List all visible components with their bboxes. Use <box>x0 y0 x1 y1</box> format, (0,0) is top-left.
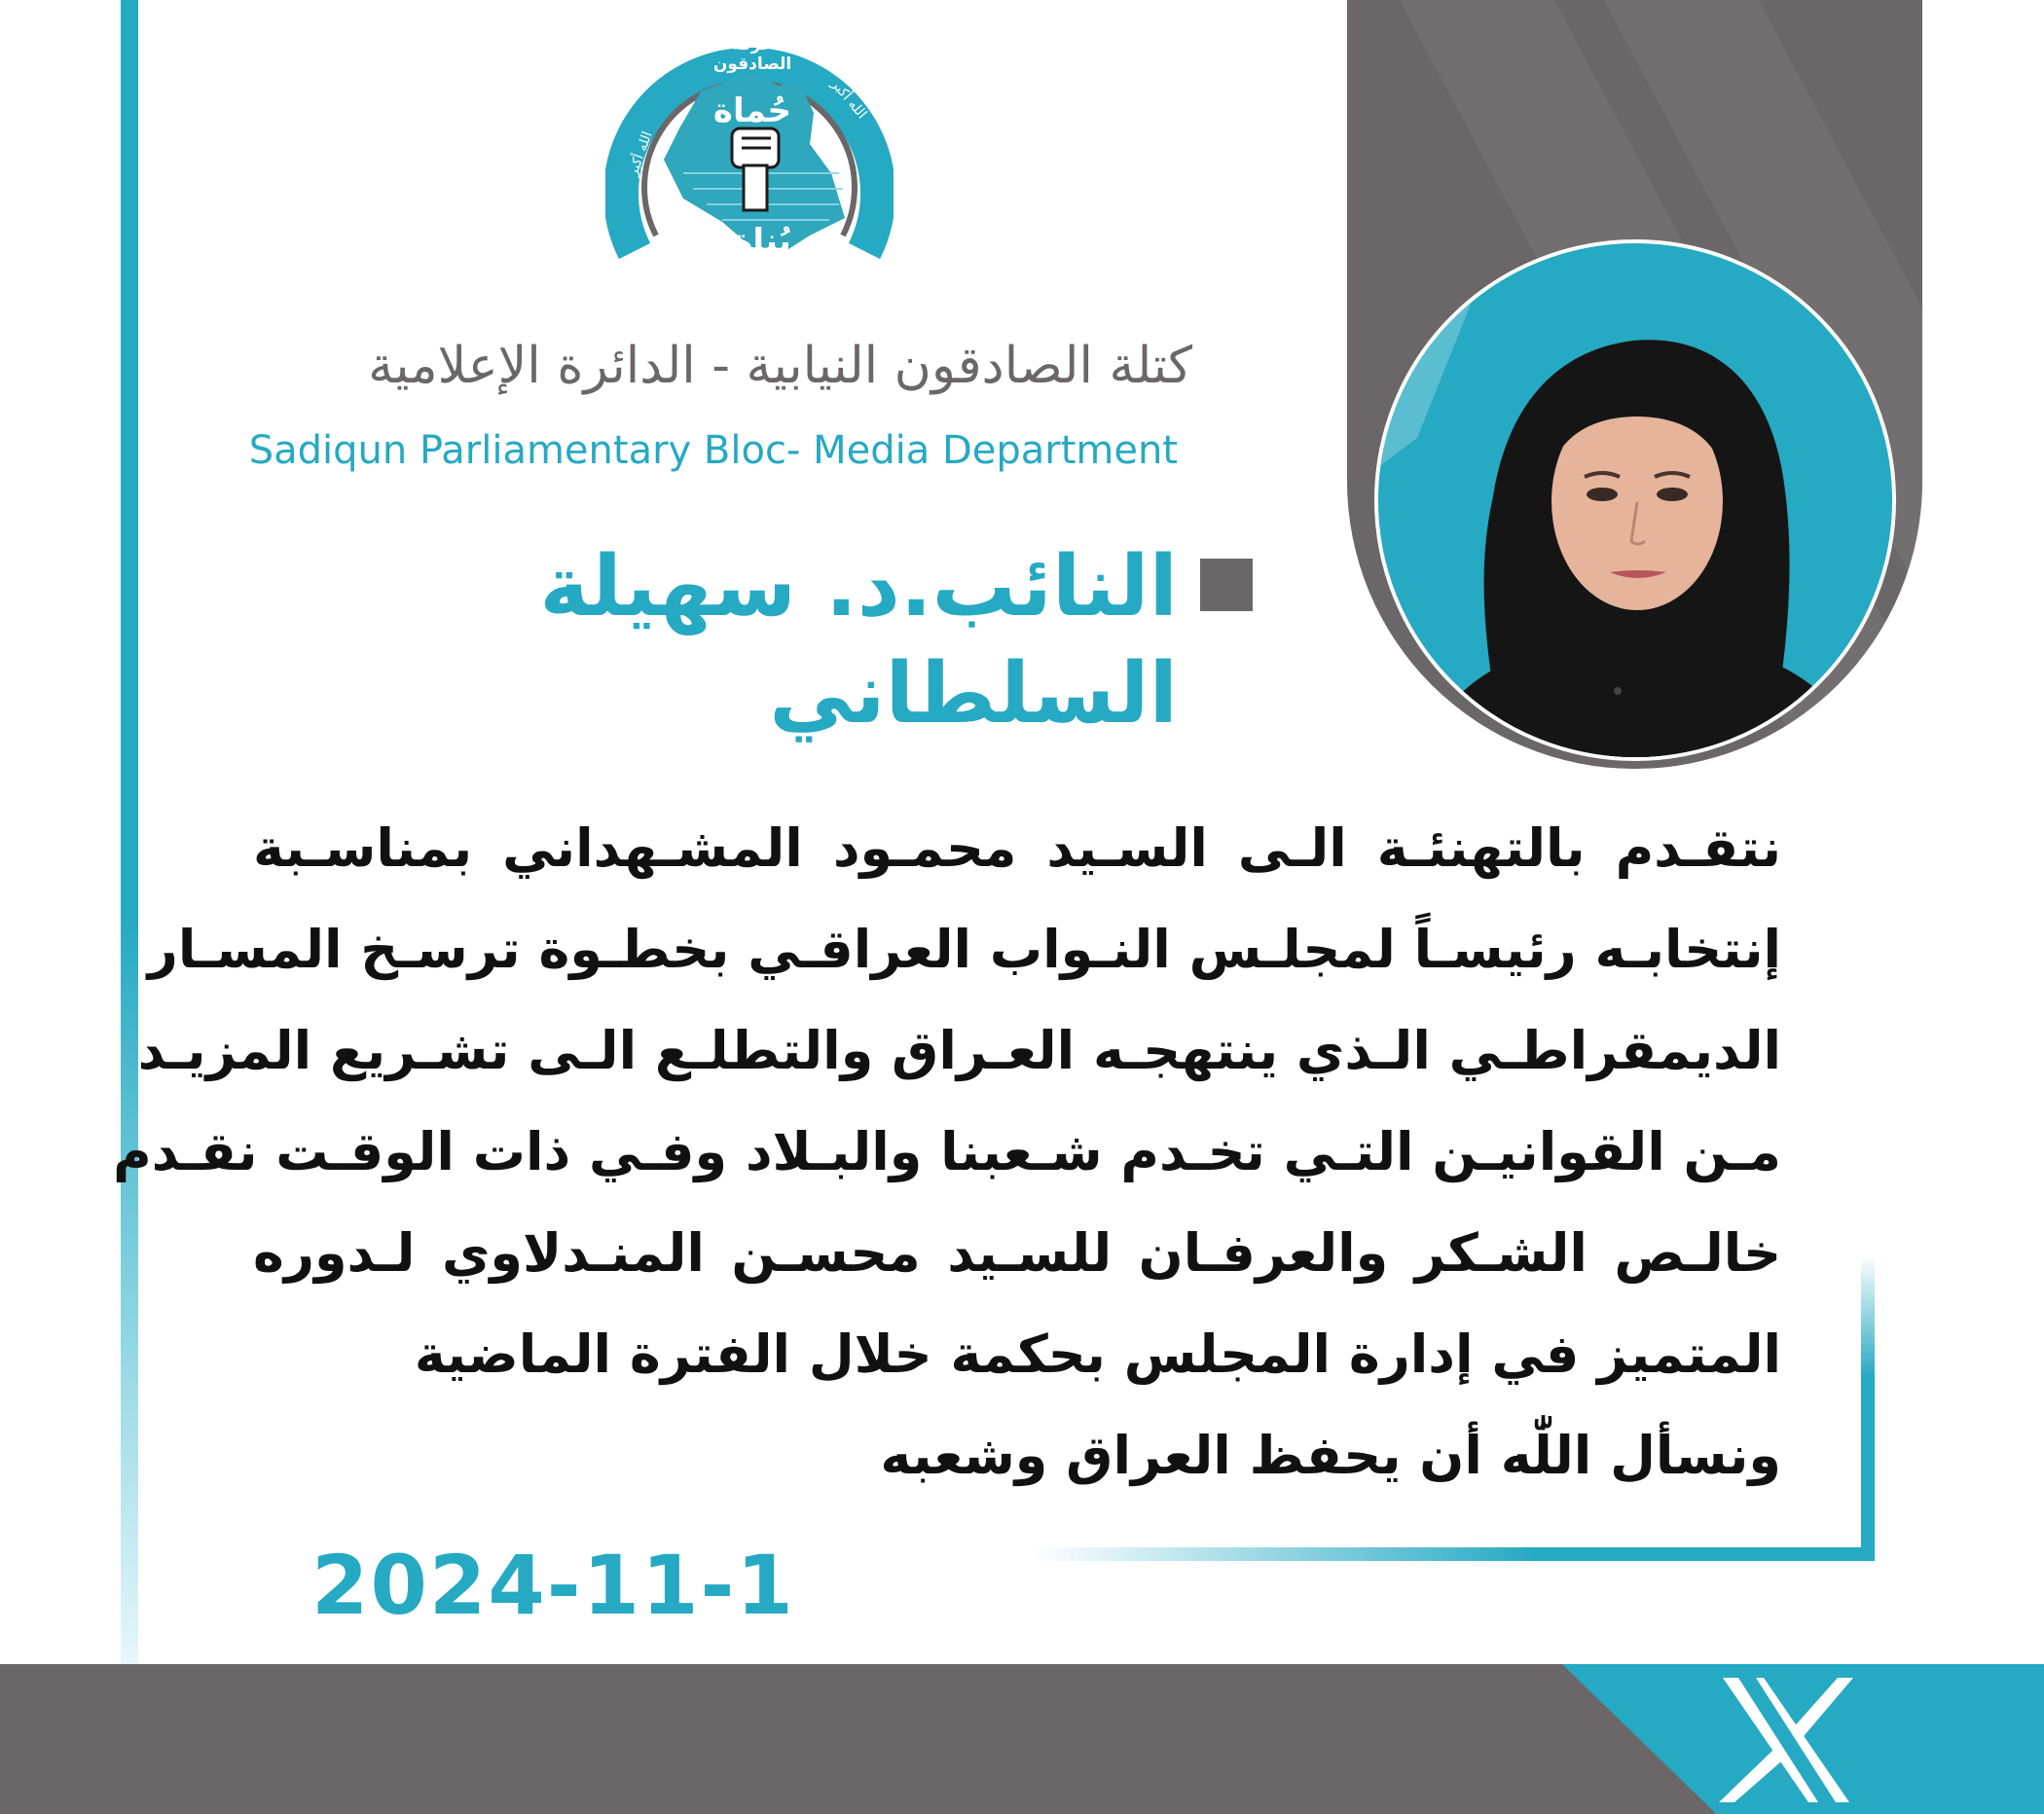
statement-line: ونسأل اللّٰه أن يحفظ العراق وشعبه <box>880 1425 1781 1486</box>
bracket-vertical <box>1861 1255 1875 1559</box>
statement-line: خالـص الشـكر والعرفـان للسـيد محسـن المنـدلاوي لـدوره <box>253 1222 1781 1284</box>
org-name-arabic: كتلة الصادقون النيابية - الدائرة الإعلامية <box>368 337 1192 395</box>
statement-line: إنتخابـه رئيسـاً لمجلـس النـواب العراقـي بخطـوة ترسـخ المسـار <box>147 919 1781 980</box>
logo-ring-right-text: الله أكبر <box>827 76 870 123</box>
statement-line: المتميز في إدارة المجلس بحكمة خلال الفترة الماضية <box>414 1324 1781 1385</box>
org-name-english: Sadiqun Parliamentary Bloc- Media Department <box>248 428 1178 473</box>
statement-date: 2024-11-1 <box>311 1538 795 1633</box>
logo-word-top: حُماة <box>712 91 792 130</box>
name-bullet-square <box>1200 559 1253 611</box>
statement-line: الديمقراطـي الـذي ينتهجـه العـراق والتطلـع الـى تشـريع المزيـد <box>137 1020 1781 1081</box>
statement-line: نتقـدم بالتهنئـة الـى السـيد محمـود المشـهداني بمناسـبة <box>253 817 1781 879</box>
portrait-photo <box>1374 239 1896 761</box>
logo-ring-top-text: حركة الصادقون <box>712 35 792 74</box>
logo-word-bottom: بُناة <box>733 222 791 261</box>
statement-text <box>113 798 1781 1506</box>
statement-line: مـن القوانيـن التـي تخـدم شـعبنا والبـلاد وفـي ذات الوقـت نقـدم <box>113 1121 1781 1182</box>
x-logo-icon[interactable] <box>1713 1672 1859 1808</box>
logo-ring-left-text: الله أكبر <box>625 129 656 178</box>
mp-name-title: النائب.د. سهيلة السلطاني <box>539 538 1178 743</box>
left-accent-line <box>121 0 138 1669</box>
bracket-horizontal <box>1032 1547 1875 1561</box>
bloc-logo <box>605 27 894 315</box>
